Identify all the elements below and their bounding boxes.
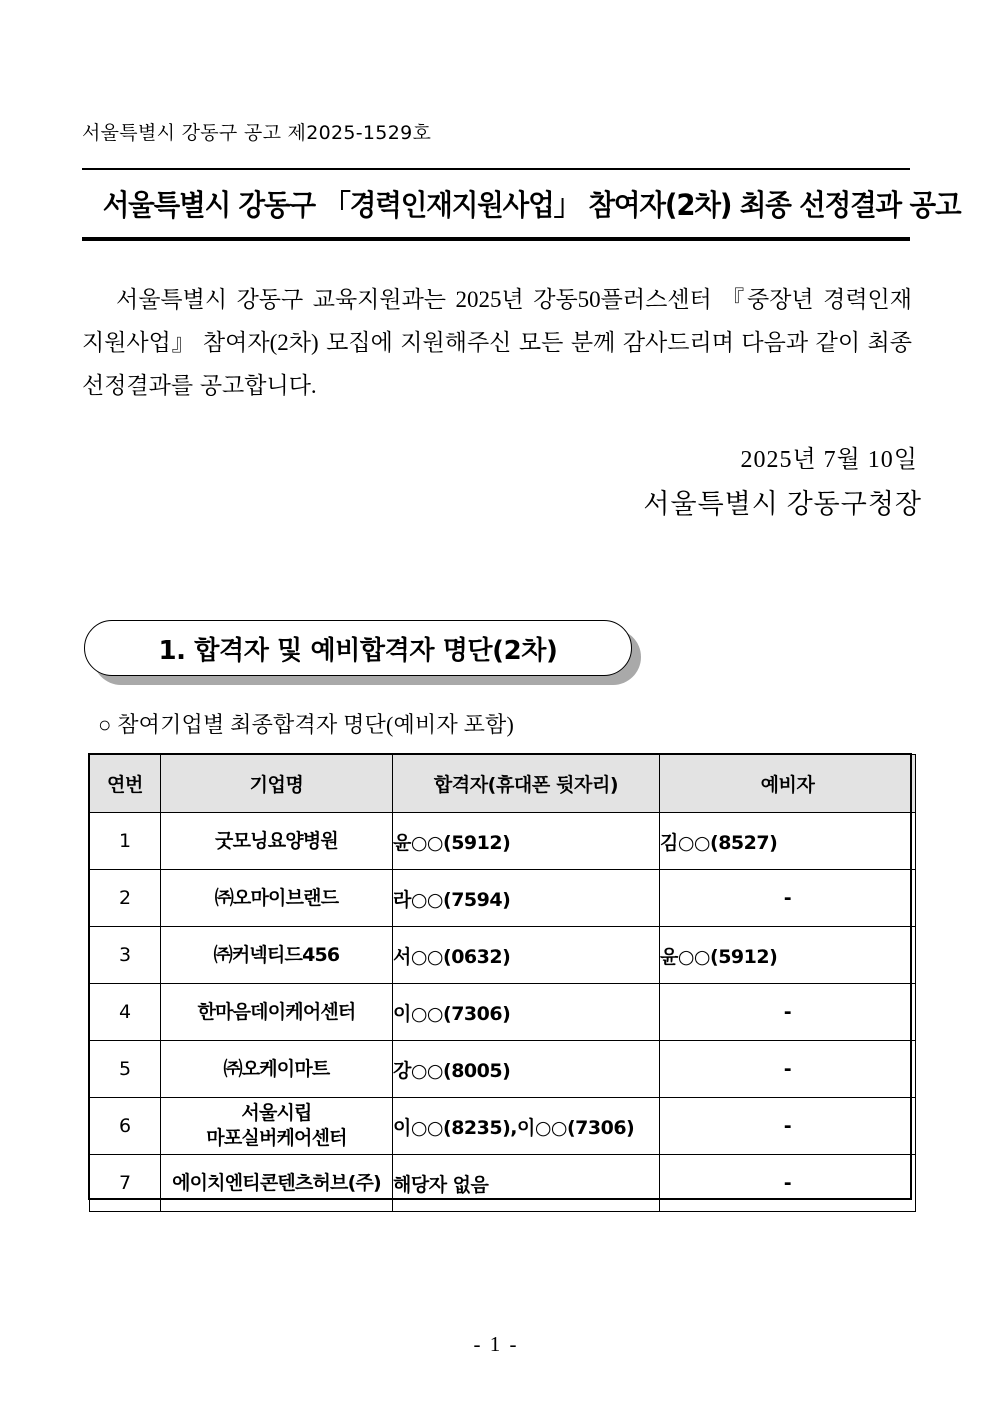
sub-heading: ○ 참여기업별 최종합격자 명단(예비자 포함) bbox=[98, 712, 515, 737]
page-number: - 1 - bbox=[473, 1332, 519, 1356]
cell-company: 한마음데이케어센터 bbox=[161, 984, 393, 1041]
table-body bbox=[90, 813, 916, 1212]
cell-reserve: - bbox=[660, 870, 916, 927]
results-table-wrap bbox=[89, 754, 911, 1212]
cell-reserve: - bbox=[660, 1098, 916, 1155]
column-header-pass: 합격자(휴대폰 뒷자리) bbox=[393, 755, 660, 813]
cell-pass: 이○○(8235),이○○(7306) bbox=[393, 1098, 660, 1155]
cell-reserve: - bbox=[660, 1155, 916, 1212]
company-line-2: 마포실버케어센터 bbox=[206, 1127, 347, 1149]
table-row bbox=[90, 813, 916, 870]
cell-company: ㈜커넥티드456 bbox=[161, 927, 393, 984]
cell-reserve: - bbox=[660, 984, 916, 1041]
cell-pass: 해당자 없음 bbox=[393, 1155, 660, 1212]
body-paragraph: 서울특별시 강동구 교육지원과는 2025년 강동50플러스센터 『중장년 경력인재지원사업』 참여자(2차) 모집에 지원해주신 모든 분께 감사드리며 다음과 같이 최종 선정결과를 공고합니다. bbox=[82, 287, 912, 398]
table-head bbox=[90, 755, 916, 813]
column-header-company: 기업명 bbox=[161, 755, 393, 813]
table-row bbox=[90, 1155, 916, 1212]
section-badge-label: 1. 합격자 및 예비합격자 명단(2차) bbox=[158, 635, 558, 666]
title-rule-bottom bbox=[82, 237, 910, 241]
cell-company: ㈜오케이마트 bbox=[161, 1041, 393, 1098]
signature-block bbox=[82, 438, 922, 526]
title-rule-top bbox=[82, 168, 910, 170]
cell-company: ㈜오마이브랜드 bbox=[161, 870, 393, 927]
table-header-row bbox=[90, 755, 916, 813]
cell-no: 3 bbox=[90, 927, 161, 984]
issuing-authority: 서울특별시 강동구청장 bbox=[643, 489, 922, 519]
cell-reserve: 김○○(8527) bbox=[660, 813, 916, 870]
cell-no: 5 bbox=[90, 1041, 161, 1098]
cell-no: 4 bbox=[90, 984, 161, 1041]
document-number: 서울특별시 강동구 공고 제2025-1529호 bbox=[82, 122, 432, 144]
cell-company: 굿모닝요양병원 bbox=[161, 813, 393, 870]
cell-pass: 라○○(7594) bbox=[393, 870, 660, 927]
cell-pass: 서○○(0632) bbox=[393, 927, 660, 984]
table-row bbox=[90, 1041, 916, 1098]
section-badge bbox=[84, 620, 644, 686]
announcement-date: 2025년 7월 10일 bbox=[740, 447, 918, 473]
results-table bbox=[89, 754, 916, 1212]
cell-no: 6 bbox=[90, 1098, 161, 1155]
table-row bbox=[90, 1098, 916, 1155]
cell-no: 1 bbox=[90, 813, 161, 870]
table-row bbox=[90, 870, 916, 927]
company-line-1: 서울시립 bbox=[241, 1102, 312, 1124]
section-badge-pill bbox=[84, 620, 632, 676]
column-header-reserve: 예비자 bbox=[660, 755, 916, 813]
cell-pass: 강○○(8005) bbox=[393, 1041, 660, 1098]
table-row bbox=[90, 927, 916, 984]
cell-pass: 윤○○(5912) bbox=[393, 813, 660, 870]
column-header-no: 연번 bbox=[90, 755, 161, 813]
cell-no: 7 bbox=[90, 1155, 161, 1212]
cell-reserve: - bbox=[660, 1041, 916, 1098]
cell-company bbox=[161, 1098, 393, 1155]
table-row bbox=[90, 984, 916, 1041]
cell-no: 2 bbox=[90, 870, 161, 927]
page-title: 서울특별시 강동구 「경력인재지원사업」 참여자(2차) 최종 선정결과 공고 bbox=[102, 188, 961, 222]
cell-reserve: 윤○○(5912) bbox=[660, 927, 916, 984]
cell-pass: 이○○(7306) bbox=[393, 984, 660, 1041]
cell-company: 에이치엔티콘텐츠허브(주) bbox=[161, 1155, 393, 1212]
